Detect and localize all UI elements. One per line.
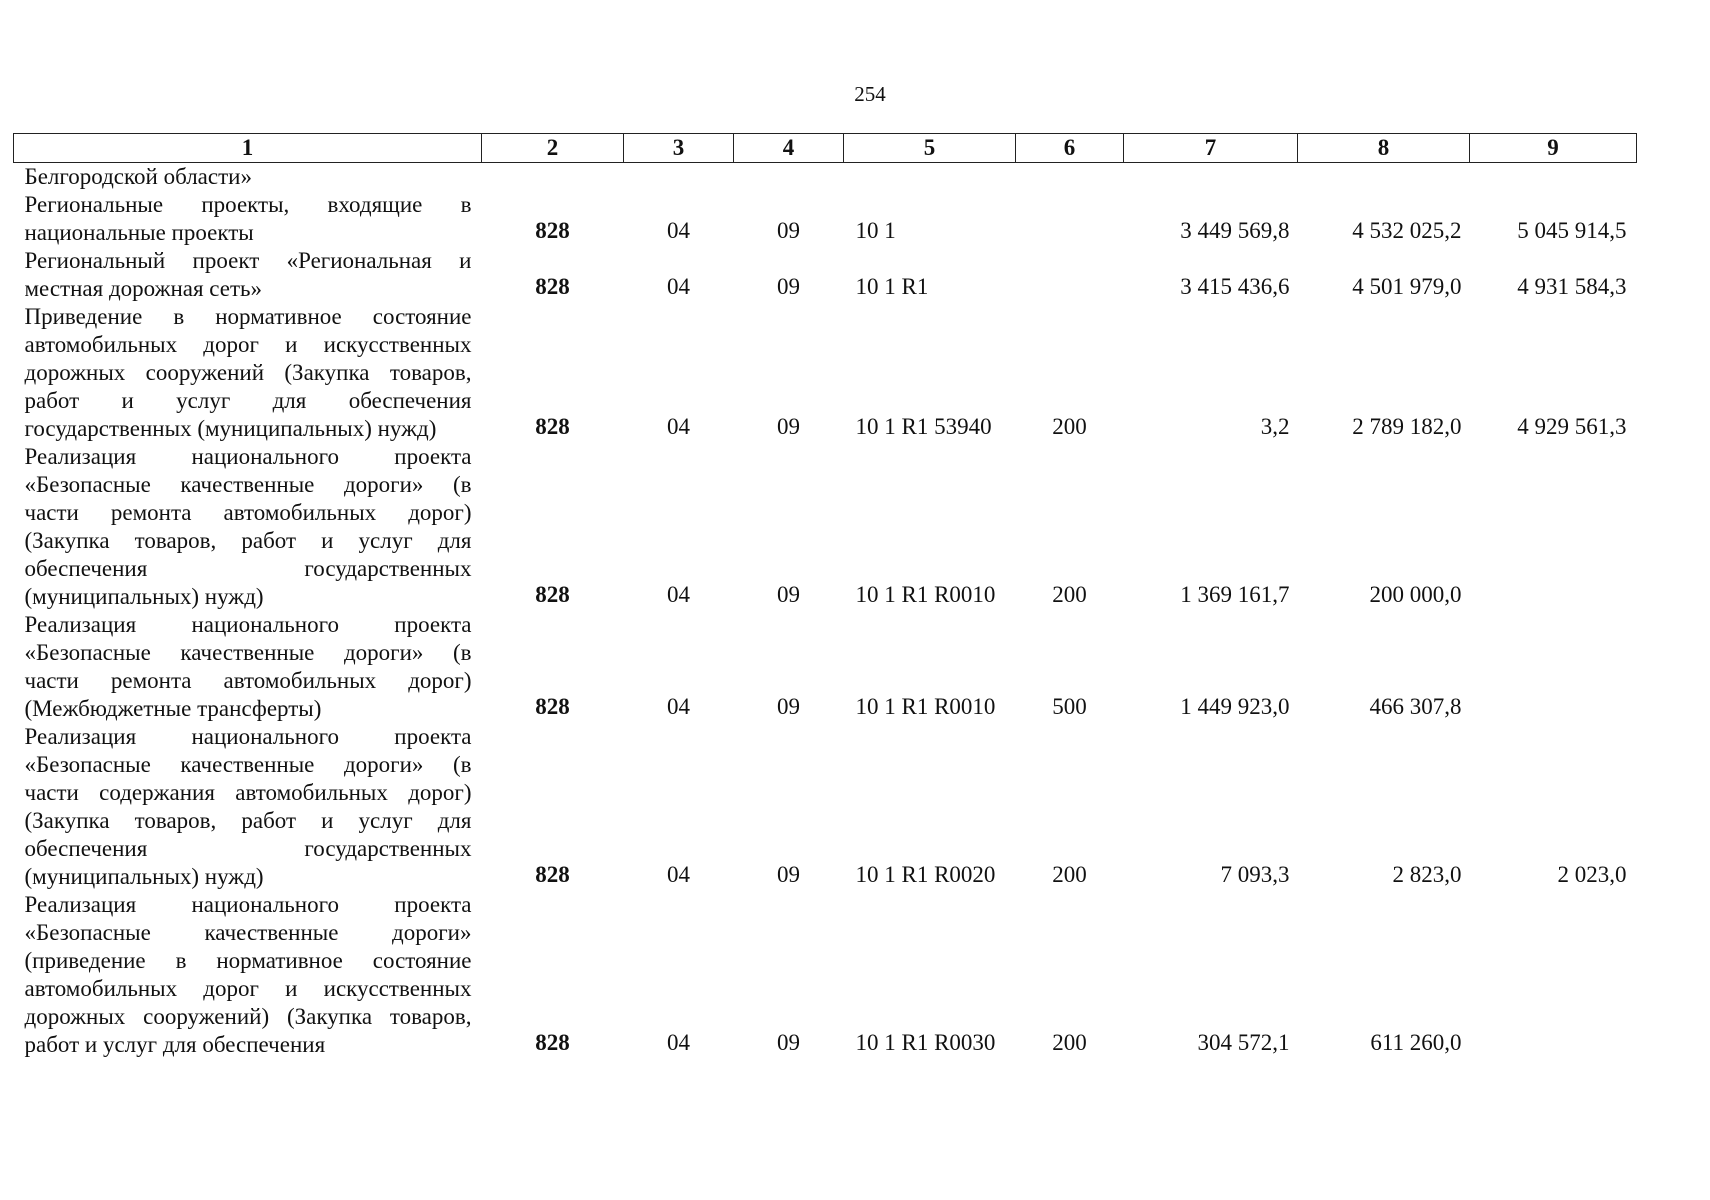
description-line: обеспечения государственных: [24, 836, 472, 861]
section-code-cell: [624, 247, 734, 303]
header-col-3: 3: [624, 134, 734, 163]
target-article-cell: [844, 303, 1016, 443]
header-row: [14, 134, 1637, 163]
description-line: Реализация национального проекта: [24, 612, 472, 637]
header-col-7: 7: [1124, 134, 1298, 163]
table-row: [14, 191, 1637, 247]
description-line: Белгородской области»: [24, 164, 252, 189]
expense-type: 200: [1052, 414, 1087, 439]
subsection-code-cell: [734, 247, 844, 303]
ministry-code-cell: [482, 891, 624, 1059]
amount-year-2-cell: [1298, 891, 1470, 1059]
amount-year-2: 200 000,0: [1369, 582, 1462, 607]
section-code-cell: [624, 891, 734, 1059]
ministry-code-cell: [482, 163, 624, 192]
description-line: дорожных сооружений) (Закупка товаров,: [24, 1004, 472, 1029]
amount-year-1-cell: [1124, 443, 1298, 611]
expense-type-cell: [1016, 163, 1124, 192]
amount-year-2: 4 501 979,0: [1352, 274, 1462, 299]
section-code: 04: [667, 218, 690, 243]
expense-type-cell: [1016, 191, 1124, 247]
description-line: (муниципальных) нужд): [24, 584, 264, 609]
amount-year-3: 4 931 584,3: [1517, 274, 1627, 299]
target-article-cell: [844, 191, 1016, 247]
amount-year-1: 7 093,3: [1220, 862, 1290, 887]
ministry-code-cell: [482, 611, 624, 723]
amount-year-1-cell: [1124, 163, 1298, 192]
section-code: 04: [667, 414, 690, 439]
amount-year-3-cell: [1470, 891, 1637, 1059]
amount-year-3-cell: [1470, 163, 1637, 192]
description-line: Реализация национального проекта: [24, 724, 472, 749]
amount-year-2-cell: [1298, 191, 1470, 247]
subsection-code: 09: [777, 582, 800, 607]
table-body: [14, 163, 1637, 1060]
section-code-cell: [624, 191, 734, 247]
amount-year-2-cell: [1298, 723, 1470, 891]
header-col-9: 9: [1470, 134, 1637, 163]
expense-type: 200: [1052, 582, 1087, 607]
description-line: Реализация национального проекта: [24, 444, 472, 469]
expense-type: 500: [1052, 694, 1087, 719]
amount-year-1-cell: [1124, 303, 1298, 443]
subsection-code: 09: [777, 218, 800, 243]
expense-type-cell: [1016, 303, 1124, 443]
subsection-code: 09: [777, 274, 800, 299]
amount-year-2-cell: [1298, 247, 1470, 303]
expense-type-cell: [1016, 247, 1124, 303]
ministry-code: 828: [535, 218, 570, 243]
expense-type-cell: [1016, 443, 1124, 611]
target-article: 10 1 R1 R0010: [855, 582, 996, 607]
amount-year-2: 4 532 025,2: [1352, 218, 1462, 243]
amount-year-2-cell: [1298, 163, 1470, 192]
ministry-code: 828: [535, 694, 570, 719]
description-line: Региональный проект «Региональная и: [24, 248, 472, 273]
subsection-code-cell: [734, 303, 844, 443]
row-description: [14, 163, 482, 192]
description-line: государственных (муниципальных) нужд): [24, 416, 437, 441]
description-line: (приведение в нормативное состояние: [24, 948, 472, 973]
amount-year-1-cell: [1124, 247, 1298, 303]
section-code: 04: [667, 582, 690, 607]
target-article-cell: [844, 443, 1016, 611]
target-article: 10 1: [855, 218, 896, 243]
target-article-cell: [844, 723, 1016, 891]
target-article: 10 1 R1 53940: [855, 414, 992, 439]
header-col-8: 8: [1298, 134, 1470, 163]
amount-year-3-cell: [1470, 723, 1637, 891]
description-line: части содержания автомобильных дорог): [24, 780, 472, 805]
section-code-cell: [624, 611, 734, 723]
description-line: «Безопасные качественные дороги»: [24, 920, 472, 945]
expense-type: 200: [1052, 862, 1087, 887]
description-line: автомобильных дорог и искусственных: [24, 332, 472, 357]
ministry-code-cell: [482, 247, 624, 303]
target-article: 10 1 R1 R0010: [855, 694, 996, 719]
amount-year-1: 304 572,1: [1197, 1030, 1290, 1055]
amount-year-2: 2 789 182,0: [1352, 414, 1462, 439]
amount-year-1-cell: [1124, 611, 1298, 723]
row-description: [14, 611, 482, 723]
section-code: 04: [667, 694, 690, 719]
section-code: 04: [667, 862, 690, 887]
description-line: Региональные проекты, входящие в: [24, 192, 472, 217]
description-line: местная дорожная сеть»: [24, 276, 263, 301]
section-code: 04: [667, 1030, 690, 1055]
target-article: 10 1 R1: [855, 274, 929, 299]
header-col-2: 2: [482, 134, 624, 163]
row-description: [14, 303, 482, 443]
description-line: «Безопасные качественные дороги» (в: [24, 640, 472, 665]
ministry-code: 828: [535, 274, 570, 299]
target-article: 10 1 R1 R0020: [855, 862, 996, 887]
budget-table: [13, 133, 1637, 1059]
amount-year-2: 611 260,0: [1370, 1030, 1462, 1055]
amount-year-3: 2 023,0: [1557, 862, 1627, 887]
amount-year-1: 3,2: [1260, 414, 1290, 439]
section-code-cell: [624, 723, 734, 891]
subsection-code: 09: [777, 862, 800, 887]
header-col-4: 4: [734, 134, 844, 163]
description-line: Приведение в нормативное состояние: [24, 304, 472, 329]
amount-year-1: 1 449 923,0: [1180, 694, 1290, 719]
description-line: (Закупка товаров, работ и услуг для: [24, 528, 472, 553]
description-line: (муниципальных) нужд): [24, 864, 264, 889]
target-article-cell: [844, 247, 1016, 303]
subsection-code-cell: [734, 163, 844, 192]
ministry-code: 828: [535, 862, 570, 887]
target-article-cell: [844, 163, 1016, 192]
amount-year-2-cell: [1298, 611, 1470, 723]
description-line: «Безопасные качественные дороги» (в: [24, 472, 472, 497]
ministry-code-cell: [482, 723, 624, 891]
row-description: [14, 891, 482, 1059]
description-line: работ и услуг для обеспечения: [24, 1032, 326, 1057]
subsection-code-cell: [734, 191, 844, 247]
amount-year-2: 466 307,8: [1369, 694, 1462, 719]
description-line: «Безопасные качественные дороги» (в: [24, 752, 472, 777]
subsection-code-cell: [734, 891, 844, 1059]
subsection-code: 09: [777, 1030, 800, 1055]
description-line: обеспечения государственных: [24, 556, 472, 581]
amount-year-3: 4 929 561,3: [1517, 414, 1627, 439]
row-description: [14, 191, 482, 247]
table-row: [14, 247, 1637, 303]
amount-year-1: 3 415 436,6: [1180, 274, 1290, 299]
row-description: [14, 247, 482, 303]
amount-year-3-cell: [1470, 443, 1637, 611]
amount-year-3: 5 045 914,5: [1517, 218, 1627, 243]
target-article-cell: [844, 891, 1016, 1059]
ministry-code-cell: [482, 303, 624, 443]
target-article-cell: [844, 611, 1016, 723]
description-line: национальные проекты: [24, 220, 254, 245]
description-line: части ремонта автомобильных дорог): [24, 500, 472, 525]
table-row: [14, 611, 1637, 723]
amount-year-1-cell: [1124, 891, 1298, 1059]
amount-year-3-cell: [1470, 191, 1637, 247]
section-code-cell: [624, 303, 734, 443]
table-row: [14, 303, 1637, 443]
table-row: [14, 891, 1637, 1059]
amount-year-2: 2 823,0: [1392, 862, 1462, 887]
table-row: [14, 723, 1637, 891]
description-line: автомобильных дорог и искусственных: [24, 976, 472, 1001]
table-row: [14, 163, 1637, 192]
amount-year-3-cell: [1470, 611, 1637, 723]
description-line: работ и услуг для обеспечения: [24, 388, 472, 413]
expense-type-cell: [1016, 891, 1124, 1059]
subsection-code: 09: [777, 694, 800, 719]
ministry-code-cell: [482, 191, 624, 247]
subsection-code-cell: [734, 611, 844, 723]
ministry-code: 828: [535, 582, 570, 607]
section-code: 04: [667, 274, 690, 299]
section-code-cell: [624, 443, 734, 611]
subsection-code: 09: [777, 414, 800, 439]
amount-year-3-cell: [1470, 303, 1637, 443]
table-row: [14, 443, 1637, 611]
amount-year-3-cell: [1470, 247, 1637, 303]
row-description: [14, 723, 482, 891]
row-description: [14, 443, 482, 611]
amount-year-1-cell: [1124, 723, 1298, 891]
description-line: дорожных сооружений (Закупка товаров,: [24, 360, 472, 385]
expense-type-cell: [1016, 611, 1124, 723]
header-col-5: 5: [844, 134, 1016, 163]
amount-year-1-cell: [1124, 191, 1298, 247]
expense-type: 200: [1052, 1030, 1087, 1055]
description-line: (Закупка товаров, работ и услуг для: [24, 808, 472, 833]
amount-year-1: 3 449 569,8: [1180, 218, 1290, 243]
section-code-cell: [624, 163, 734, 192]
page-number: 254: [854, 82, 886, 106]
ministry-code: 828: [535, 414, 570, 439]
ministry-code: 828: [535, 1030, 570, 1055]
expense-type-cell: [1016, 723, 1124, 891]
description-line: части ремонта автомобильных дорог): [24, 668, 472, 693]
header-col-1: 1: [14, 134, 482, 163]
amount-year-2-cell: [1298, 303, 1470, 443]
target-article: 10 1 R1 R0030: [855, 1030, 996, 1055]
amount-year-2-cell: [1298, 443, 1470, 611]
amount-year-1: 1 369 161,7: [1180, 582, 1290, 607]
subsection-code-cell: [734, 443, 844, 611]
description-line: (Межбюджетные трансферты): [24, 696, 322, 721]
ministry-code-cell: [482, 443, 624, 611]
subsection-code-cell: [734, 723, 844, 891]
header-col-6: 6: [1016, 134, 1124, 163]
description-line: Реализация национального проекта: [24, 892, 472, 917]
